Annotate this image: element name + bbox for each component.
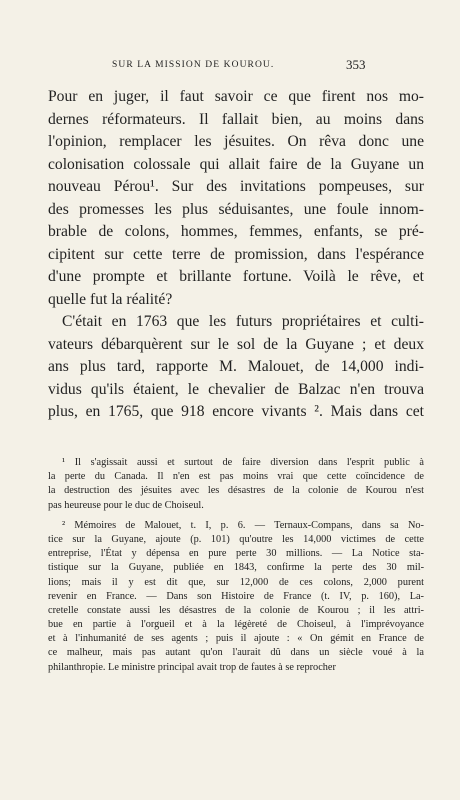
- footnote-line: lions; mais il y est dit que, sur 12,000 de ces colons, 2,000 purent: [48, 576, 424, 588]
- footnote-line: tice sur la Guyane, ajoute (p. 101) qu'outre les 14,000 victimes de cette: [48, 533, 424, 545]
- body-text: [48, 86, 424, 424]
- body-line: Pour en juger, il faut savoir ce que firent nos mo-: [48, 88, 424, 105]
- body-line: colonisation colossale qui allait faire de la Guyane un: [48, 155, 424, 173]
- body-line: d'une prompte et brillante fortune. Voilà le rêve, et: [48, 268, 424, 285]
- body-line: C'était en 1763 que les futurs propriétaires et culti-: [62, 313, 424, 330]
- footnote-line: revenir en France. — Dans son Histoire de France (t. IV, p. 160), La-: [48, 590, 424, 602]
- footnote-line: pas heureuse pour le duc de Choiseul.: [48, 499, 204, 511]
- body-line: plus, en 1765, que 918 encore vivants ². Mais dans cet: [48, 403, 424, 420]
- body-line: brable de colons, hommes, femmes, enfants, se pré-: [48, 223, 424, 240]
- body-line: des promesses les plus séduisantes, une foule innom-: [48, 200, 424, 218]
- footnote-line: philanthropie. Le ministre principal avait trop de fautes à se reprocher: [48, 661, 336, 673]
- footnote-line: la destruction des jésuites avec les désastres de la colonie de Kourou n'est: [48, 485, 424, 497]
- body-line: ans plus tard, rapporte M. Malouet, de 14,000 indi-: [48, 358, 424, 375]
- body-line: cipitent sur cette terre de promission, dans l'espérance: [48, 245, 424, 263]
- footnote-line: et à l'inhumanité de ses agents ; puis il ajoute : « On gémit en France de: [48, 633, 424, 645]
- body-line: quelle fut la réalité?: [48, 290, 173, 308]
- footnote-1: [48, 456, 424, 513]
- footnote-line: ² Mémoires de Malouet, t. I, p. 6. — Ternaux-Compans, dans sa No-: [62, 519, 424, 531]
- body-line: vateurs débarquèrent sur le sol de la Guyane ; et deux: [48, 335, 424, 353]
- footnote-line: tistique sur la Guyane, publiée en 1843, confirme la perte des 30 mil-: [48, 562, 424, 574]
- footnote-line: ¹ Il s'agissait aussi et surtout de faire diversion dans l'esprit public à: [62, 457, 424, 468]
- body-line: l'opinion, remplacer les jésuites. On rêva donc une: [48, 133, 424, 150]
- footnote-line: ce malheur, mais pas autant qu'on l'aurait dû dans un siècle voué à la: [48, 647, 424, 659]
- footnote-line: entreprise, l'État y dépensa en pure perte 30 millions. — La Notice sta-: [48, 548, 424, 560]
- footnote-line: bue en partie à l'orgueil et à la légèreté de Choiseul, à l'imprévoyance: [48, 619, 424, 631]
- body-line: nouveau Pérou¹. Sur des invitations pompeuses, sur: [48, 178, 424, 195]
- body-line: dernes réformateurs. Il fallait bien, au moins dans: [48, 110, 424, 128]
- footnote-line: la perte du Canada. Il n'en est pas moins vrai que cette coïncidence de: [48, 471, 424, 483]
- page-header: [0, 57, 460, 76]
- footnotes: [48, 456, 424, 675]
- body-line: vidus qu'ils étaient, le chevalier de Balzac n'en trouva: [48, 380, 424, 398]
- footnote-line: cretelle constate aussi les désastres de la colonie de Kourou ; il les attri-: [48, 604, 424, 616]
- running-head: SUR LA MISSION DE KOUROU.: [112, 60, 275, 70]
- footnote-2: [48, 519, 424, 675]
- page-number: 353: [346, 57, 366, 72]
